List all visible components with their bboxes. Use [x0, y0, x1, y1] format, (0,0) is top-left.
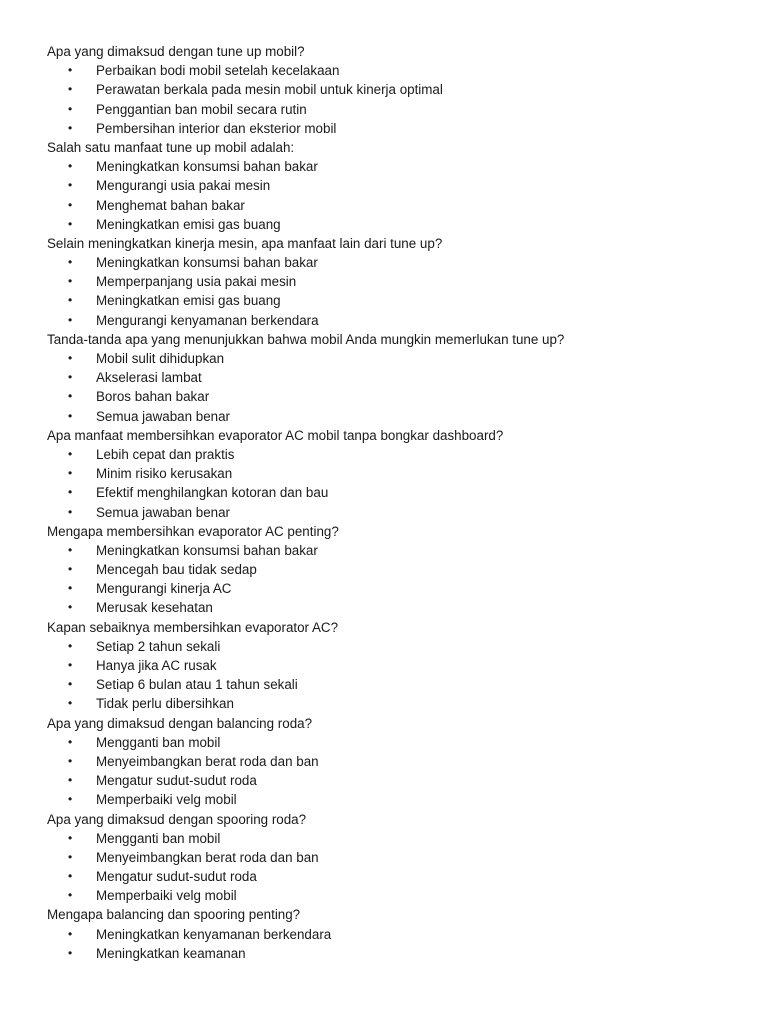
answer-option-label: Perbaikan bodi mobil setelah kecelakaan: [96, 63, 340, 79]
bullet-icon: •: [68, 638, 73, 653]
answer-option-label: Akselerasi lambat: [96, 370, 202, 386]
bullet-icon: •: [68, 255, 73, 270]
answer-option: [47, 311, 727, 330]
answer-option: [47, 675, 727, 694]
answer-option: [47, 253, 727, 272]
answer-option-label: Setiap 6 bulan atau 1 tahun sekali: [96, 677, 298, 693]
bullet-icon: •: [68, 753, 73, 768]
answer-option-label: Memperpanjang usia pakai mesin: [96, 274, 297, 290]
answer-option-label: Meningkatkan konsumsi bahan bakar: [96, 255, 318, 271]
answer-option: [47, 752, 727, 771]
answer-option: [47, 829, 727, 848]
question-text: Tanda-tanda apa yang menunjukkan bahwa mobil Anda mungkin memerlukan tune up?: [47, 331, 565, 347]
answer-option-label: Memperbaiki velg mobil: [96, 792, 237, 808]
bullet-icon: •: [68, 562, 73, 577]
bullet-icon: •: [68, 82, 73, 97]
answer-option: [47, 637, 727, 656]
answer-option: [47, 598, 727, 617]
bullet-icon: •: [68, 658, 73, 672]
answer-option-label: Semua jawaban benar: [96, 504, 230, 520]
bullet-icon: •: [68, 216, 73, 231]
answer-option-label: Meningkatkan keamanan: [96, 945, 246, 961]
bullet-icon: •: [68, 293, 73, 308]
bullet-icon: •: [68, 312, 73, 327]
answer-option-label: Lebih cepat dan praktis: [96, 446, 235, 462]
bullet-icon: •: [68, 197, 73, 212]
answer-option-label: Mengurangi usia pakai mesin: [96, 178, 271, 194]
answer-option-label: Perawatan berkala pada mesin mobil untuk kinerja optimal: [96, 82, 443, 98]
answer-option-label: Meningkatkan konsumsi bahan bakar: [96, 542, 318, 558]
answer-option-label: Semua jawaban benar: [96, 408, 230, 424]
answer-option: [47, 464, 727, 483]
question-text: Apa manfaat membersihkan evaporator AC mobil tanpa bongkar dashboard?: [47, 427, 504, 443]
bullet-icon: •: [68, 466, 73, 481]
answer-option: [47, 483, 727, 502]
answer-option: [47, 407, 727, 426]
answer-option: [47, 503, 727, 522]
answer-option: [47, 100, 727, 119]
bullet-icon: •: [68, 600, 73, 615]
answer-option-label: Hanya jika AC rusak: [96, 658, 217, 673]
question-text: Kapan sebaiknya membersihkan evaporator AC?: [47, 619, 339, 635]
answer-option: [47, 944, 727, 963]
bullet-icon: •: [68, 351, 73, 365]
answer-option-label: Minim risiko kerusakan: [96, 466, 233, 482]
answer-option: [47, 349, 727, 368]
answer-option: [47, 771, 727, 790]
answer-option: [47, 886, 727, 905]
answer-option: [47, 579, 727, 598]
answer-option-label: Meningkatkan emisi gas buang: [96, 293, 281, 309]
answer-option-label: Setiap 2 tahun sekali: [96, 638, 221, 654]
question-text: Apa yang dimaksud dengan tune up mobil?: [47, 44, 305, 59]
answer-option: [47, 291, 727, 310]
answer-option: [47, 215, 727, 234]
question-text: Selain meningkatkan kinerja mesin, apa manfaat lain dari tune up?: [47, 235, 443, 251]
answer-option: [47, 694, 727, 713]
answer-option-label: Merusak kesehatan: [96, 600, 213, 616]
question-text: Mengapa membersihkan evaporator AC penting?: [47, 523, 339, 539]
bullet-icon: •: [68, 274, 73, 289]
answer-option: [47, 790, 727, 809]
answer-option-label: Meningkatkan kenyamanan berkendara: [96, 926, 332, 942]
answer-option: [47, 733, 727, 752]
answer-option-label: Mengganti ban mobil: [96, 830, 221, 846]
bullet-icon: •: [68, 408, 73, 423]
answer-option-label: Mengurangi kenyamanan berkendara: [96, 312, 319, 328]
bullet-icon: •: [68, 504, 73, 519]
bullet-icon: •: [68, 888, 73, 903]
answer-option-label: Mobil sulit dihidupkan: [96, 351, 225, 366]
question-text: Apa yang dimaksud dengan spooring roda?: [47, 811, 307, 827]
answer-option-label: Meningkatkan konsumsi bahan bakar: [96, 159, 318, 175]
answer-option: [47, 656, 727, 675]
document-body: [47, 42, 727, 963]
answer-option-label: Tidak perlu dibersihkan: [96, 696, 234, 712]
answer-option-label: Mengurangi kinerja AC: [96, 581, 232, 597]
answer-option-label: Menghemat bahan bakar: [96, 197, 245, 213]
answer-option-label: Menyeimbangkan berat roda dan ban: [96, 753, 319, 769]
question-text: Salah satu manfaat tune up mobil adalah:: [47, 139, 295, 155]
answer-option-label: Mengatur sudut-sudut roda: [96, 773, 257, 789]
answer-option-label: Mengatur sudut-sudut roda: [96, 869, 257, 885]
answer-option: [47, 119, 727, 138]
bullet-icon: •: [68, 734, 73, 749]
answer-option-label: Mencegah bau tidak sedap: [96, 562, 257, 578]
answer-option: [47, 80, 727, 99]
bullet-icon: •: [68, 101, 73, 116]
bullet-icon: •: [68, 696, 73, 711]
bullet-icon: •: [68, 120, 73, 135]
answer-option: [47, 541, 727, 560]
question-text: Apa yang dimaksud dengan balancing roda?: [47, 715, 313, 731]
bullet-icon: •: [68, 869, 73, 884]
answer-option: [47, 61, 727, 80]
answer-option: [47, 157, 727, 176]
answer-option-label: Efektif menghilangkan kotoran dan bau: [96, 485, 329, 501]
bullet-icon: •: [68, 773, 73, 788]
answer-option-label: Pembersihan interior dan eksterior mobil: [96, 120, 337, 136]
answer-option-label: Boros bahan bakar: [96, 389, 210, 405]
answer-option: [47, 560, 727, 579]
answer-option: [47, 445, 727, 464]
bullet-icon: •: [68, 542, 73, 557]
bullet-icon: •: [68, 63, 73, 78]
bullet-icon: •: [68, 446, 73, 461]
answer-option: [47, 196, 727, 215]
answer-option-label: Mengganti ban mobil: [96, 734, 221, 750]
answer-option: [47, 867, 727, 886]
answer-option: [47, 272, 727, 291]
answer-option: [47, 176, 727, 195]
answer-option-label: Menyeimbangkan berat roda dan ban: [96, 849, 319, 865]
bullet-icon: •: [68, 389, 73, 404]
bullet-icon: •: [68, 677, 73, 692]
answer-option: [47, 848, 727, 867]
bullet-icon: •: [68, 581, 73, 596]
bullet-icon: •: [68, 849, 73, 864]
bullet-icon: •: [68, 926, 73, 941]
bullet-icon: •: [68, 792, 73, 807]
answer-option-label: Penggantian ban mobil secara rutin: [96, 101, 307, 117]
answer-option: [47, 925, 727, 944]
question-text: Mengapa balancing dan spooring penting?: [47, 907, 301, 923]
bullet-icon: •: [68, 945, 73, 960]
answer-option-label: Meningkatkan emisi gas buang: [96, 216, 281, 232]
answer-option: [47, 387, 727, 406]
bullet-icon: •: [68, 485, 73, 500]
answer-option: [47, 368, 727, 387]
bullet-icon: •: [68, 830, 73, 845]
bullet-icon: •: [68, 159, 73, 174]
bullet-icon: •: [68, 370, 73, 385]
answer-option-label: Memperbaiki velg mobil: [96, 888, 237, 904]
bullet-icon: •: [68, 178, 73, 193]
